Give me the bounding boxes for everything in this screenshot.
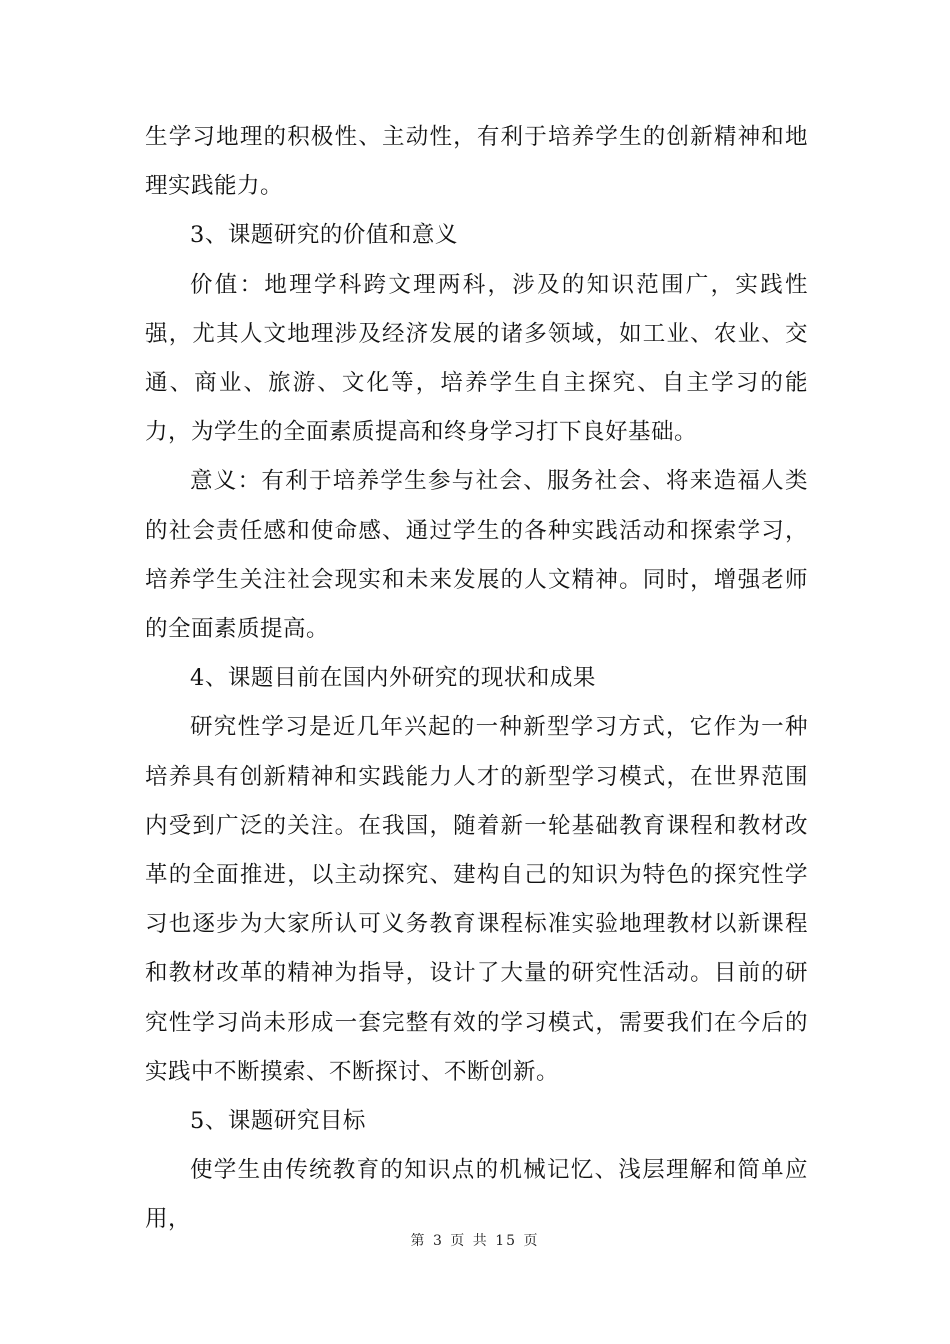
paragraph-continuation: 生学习地理的积极性、主动性，有利于培养学生的创新精神和地理实践能力。	[145, 124, 808, 200]
paragraph-research-status: 研究性学习是近几年兴起的一种新型学习方式，它作为一种培养具有创新精神和实践能力人才的新型学习模式，在世界范围内受到广泛的关注。在我国，随着新一轮基础教育课程和教材改革的全面推进，以主动探究、建构自己的知识为特色的探究性学习也逐步为大家所认可义务教育课程标准实验地理教材以新课程和教材改革的精神为指导，设计了大量的研究性活动。目前的研究性学习尚未形成一套完整有效的学习模式，需要我们在今后的实践中不断摸索、不断探讨、不断创新。	[145, 714, 808, 1085]
section-heading-5: 5、课题研究目标	[190, 1108, 366, 1135]
paragraph-value: 价值：地理学科跨文理两科，涉及的知识范围广，实践性强，尤其人文地理涉及经济发展的诸多领域，如工业、农业、交通、商业、旅游、文化等，培养学生自主探究、自主学习的能力，为学生的全面素质提高和终身学习打下良好基础。	[145, 271, 808, 446]
paragraph-research-goal: 使学生由传统教育的知识点的机械记忆、浅层理解和简单应用，	[145, 1157, 808, 1233]
page-number-footer: 第 3 页 共 15 页	[410, 1233, 540, 1249]
page-body	[145, 113, 808, 1245]
paragraph-significance: 意义：有利于培养学生参与社会、服务社会、将来造福人类的社会责任感和使命感、通过学生的各种实践活动和探索学习，培养学生关注社会现实和未来发展的人文精神。同时，增强老师的全面素质提高。	[145, 468, 808, 643]
section-heading-4: 4、课题目前在国内外研究的现状和成果	[190, 665, 596, 692]
section-heading-3: 3、课题研究的价值和意义	[190, 222, 458, 249]
